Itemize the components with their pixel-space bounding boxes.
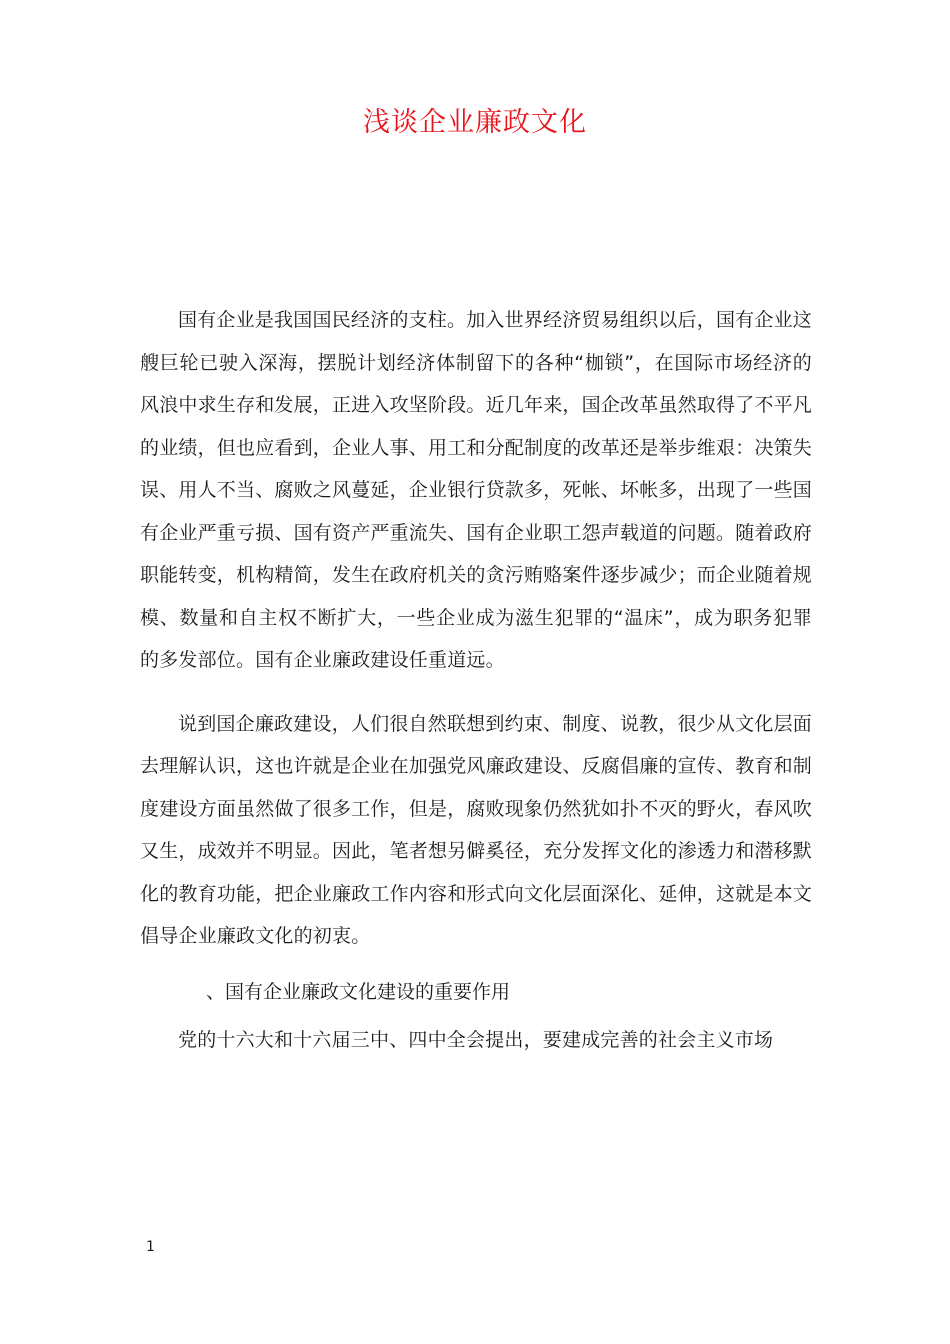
paragraph-1: 国有企业是我国国民经济的支柱。加入世界经济贸易组织以后，国有企业这艘巨轮已驶入深海，摆脱计划经济体制留下的各种“枷锁”，在国际市场经济的风浪中求生存和发展，正进入攻坚阶段。近几年来，国企改革虽然取得了不平凡的业绩，但也应看到，企业人事、用工和分配制度的改革还是举步维艰：决策失误、用人不当、腐败之风蔓延，企业银行贷款多，死帐、坏帐多，出现了一些国有企业严重亏损、国有资产严重流失、国有企业职工怨声载道的问题。随着政府职能转变，机构精简，发生在政府机关的贪污贿赂案件逐步减少；而企业随着规模、数量和自主权不断扩大，一些企业成为滋生犯罪的“温床”，成为职务犯罪的多发部位。国有企业廉政建设任重道远。	[140, 309, 813, 671]
document-title: 浅谈企业廉政文化	[363, 107, 587, 138]
section-heading: 、国有企业廉政文化建设的重要作用	[206, 980, 511, 1003]
paragraph-3: 党的十六大和十六届三中、四中全会提出，要建成完善的社会主义市场	[178, 1028, 774, 1051]
page-number: 1	[146, 1239, 155, 1255]
paragraph-2: 说到国企廉政建设，人们很自然联想到约束、制度、说教，很少从文化层面去理解认识，这也许就是企业在加强党风廉政建设、反腐倡廉的宣传、教育和制度建设方面虽然做了很多工作，但是，腐败现象仍然犹如扑不灭的野火，春风吹又生，成效并不明显。因此，笔者想另僻奚径，充分发挥文化的渗透力和潜移默化的教育功能，把企业廉政工作内容和形式向文化层面深化、延伸，这就是本文倡导企业廉政文化的初衷。	[140, 712, 813, 947]
document-body	[140, 299, 812, 1061]
